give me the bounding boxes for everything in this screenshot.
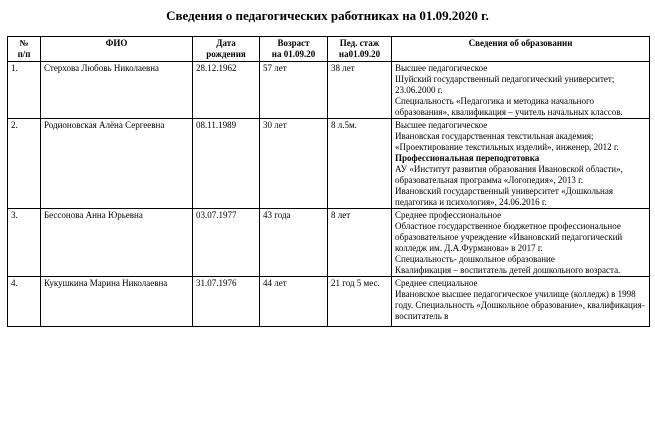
row-education bbox=[392, 277, 650, 327]
page-title: Сведения о педагогических работниках на 01.09.2020 г. bbox=[166, 8, 489, 23]
row-experience: 8 лет bbox=[328, 209, 392, 277]
header-experience: Пед. стаж на01.09.20 bbox=[328, 37, 392, 62]
header-birth: Дата рождения bbox=[193, 37, 260, 62]
row-num: 4. bbox=[8, 277, 41, 327]
row-fio: Стерхова Любовь Николаевна bbox=[41, 62, 193, 119]
table-row bbox=[8, 209, 650, 277]
table-row bbox=[8, 62, 650, 119]
row-fio: Родионовская Алёна Сергеевна bbox=[41, 119, 193, 209]
header-education: Сведения об образовании bbox=[392, 37, 650, 62]
table-row bbox=[8, 119, 650, 209]
header-num: № п/п bbox=[8, 37, 41, 62]
row-age: 57 лет bbox=[260, 62, 328, 119]
header-age: Возраст на 01.09.20 bbox=[260, 37, 328, 62]
row-birth: 03.07.1977 bbox=[193, 209, 260, 277]
row-birth: 28.12.1962 bbox=[193, 62, 260, 119]
table-header-row bbox=[8, 37, 650, 62]
row-num: 1. bbox=[8, 62, 41, 119]
row-birth: 08.11.1989 bbox=[193, 119, 260, 209]
row-birth: 31.07.1976 bbox=[193, 277, 260, 327]
row-age: 30 лет bbox=[260, 119, 328, 209]
row-education: Высшее педагогическое Ивановская государственная текстильная академия; «Проектирование текстильных изделий», инженер, 2012 г. Профессиональная переподготовка АУ «Институт развития образования Ивановской области», образовательная программа «Логопедия», 2013 г. Ивановский государственный университет «Дошкольная педагогика и психология», 24.06.2016 г. bbox=[392, 119, 650, 209]
row-age: 43 года bbox=[260, 209, 328, 277]
row-age: 44 лет bbox=[260, 277, 328, 327]
row-education: Высшее педагогическое Шуйский государственный педагогический университет; 23.06.2000 г. Специальность «Педагогика и методика начального образования», квалификация – учитель начальных классов. bbox=[392, 62, 650, 119]
row-experience: 21 год 5 мес. bbox=[328, 277, 392, 327]
education-text: Среднее специальное Ивановское высшее педагогическое училище (колледж) в 1998 году. Специальность «Дошкольное образование», квалификация- воспитатель в bbox=[395, 278, 645, 321]
row-education: Среднее профессиональное Областное государственное бюджетное профессиональное образовательное учреждение «Ивановский педагогический колледж им. Д.А.Фурманова» в 2017 г. Специальность- дошкольное образование Квалификация – воспитатель детей дошкольного возраста. bbox=[392, 209, 650, 277]
row-fio: Кукушкина Марина Николаевна bbox=[41, 277, 193, 327]
row-num: 3. bbox=[8, 209, 41, 277]
row-experience: 38 лет bbox=[328, 62, 392, 119]
row-num: 2. bbox=[8, 119, 41, 209]
row-experience: 8 л.5м. bbox=[328, 119, 392, 209]
header-fio: ФИО bbox=[41, 37, 193, 62]
table-row bbox=[8, 277, 650, 327]
row-fio: Бессонова Анна Юрьевна bbox=[41, 209, 193, 277]
staff-table bbox=[7, 36, 650, 327]
